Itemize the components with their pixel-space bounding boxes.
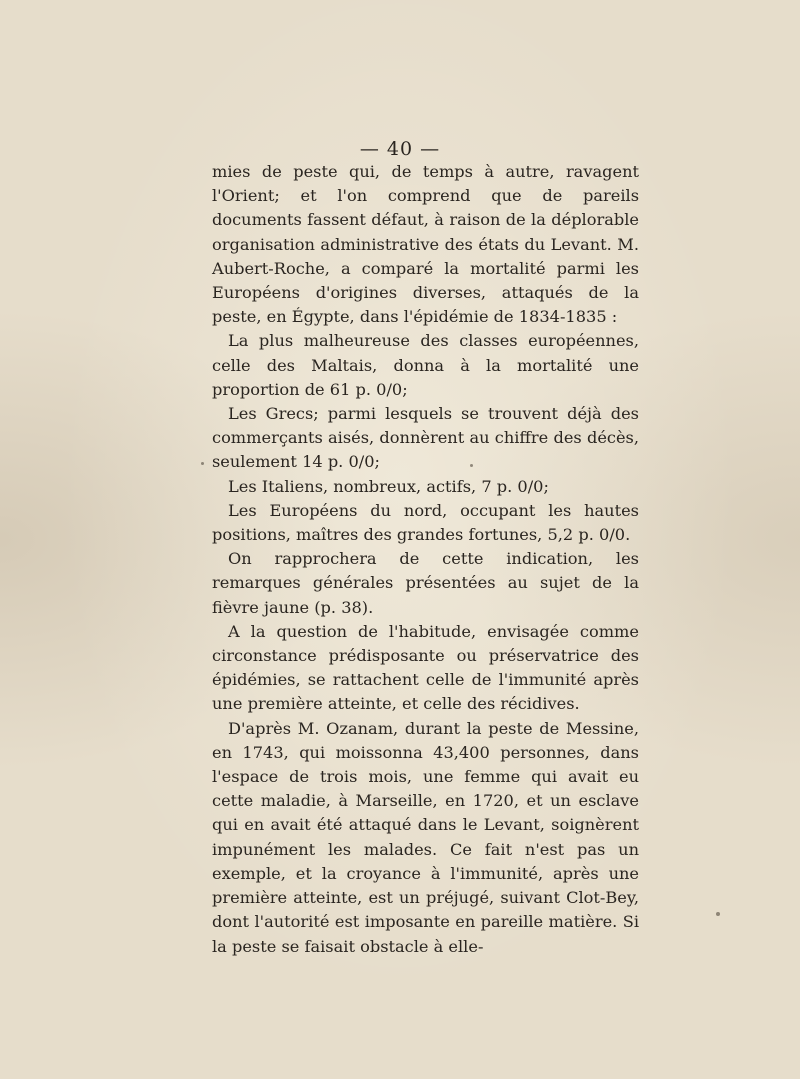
ink-speck — [201, 462, 204, 465]
paragraph: Les Italiens, nombreux, actifs, 7 p. 0/0; — [228, 476, 549, 496]
page-number: — 40 — — [359, 138, 441, 160]
paragraph: mies de peste qui, de temps à autre, ravagent l'Orient; et l'on comprend que de pareils documents fassent défaut, à raison de la déplorable organisation administrative des états du Levant. M. Aubert-Roche, a comparé la mortalité parmi les Européens d'origines diverses, attaqués de la peste, en Égypte, dans l'épidémie de 1834-1835 : — [212, 162, 639, 327]
paragraph: Les Grecs; parmi lesquels se trouvent déjà des commerçants aisés, donnèrent au chiffre des décès, seulement 14 p. 0/0; — [212, 404, 639, 472]
paragraph: D'après M. Ozanam, durant la peste de Messine, en 1743, qui moissonna 43,400 personnes, dans l'espace de trois mois, une femme qui avait eu cette maladie, à Marseille, en 1720, et un esclave qui en avait été attaqué dans le Levant, soignèrent impunément les malades. Ce fait n'est pas un exemple, et la croyance à l'immunité, après une première atteinte, est un préjugé, suivant Clot-Bey, dont l'autorité est imposante en pareille matière. Si la peste se faisait obstacle à elle- — [212, 718, 639, 956]
text-body — [212, 160, 639, 959]
paragraph: On rapprochera de cette indication, les remarques générales présentées au sujet de la fièvre jaune (p. 38). — [212, 549, 639, 617]
paragraph: Les Européens du nord, occupant les hautes positions, maîtres des grandes fortunes, 5,2 p. 0/0. — [212, 500, 639, 545]
paragraph: A la question de l'habitude, envisagée comme circonstance prédisposante ou préservatrice des épidémies, se rattachent celle de l'immunité après une première atteinte, et celle des récidives. — [212, 621, 639, 714]
ink-speck — [470, 464, 473, 467]
ink-speck — [716, 912, 720, 916]
paragraph: La plus malheureuse des classes européennes, celle des Maltais, donna à la mortalité une proportion de 61 p. 0/0; — [212, 331, 639, 399]
